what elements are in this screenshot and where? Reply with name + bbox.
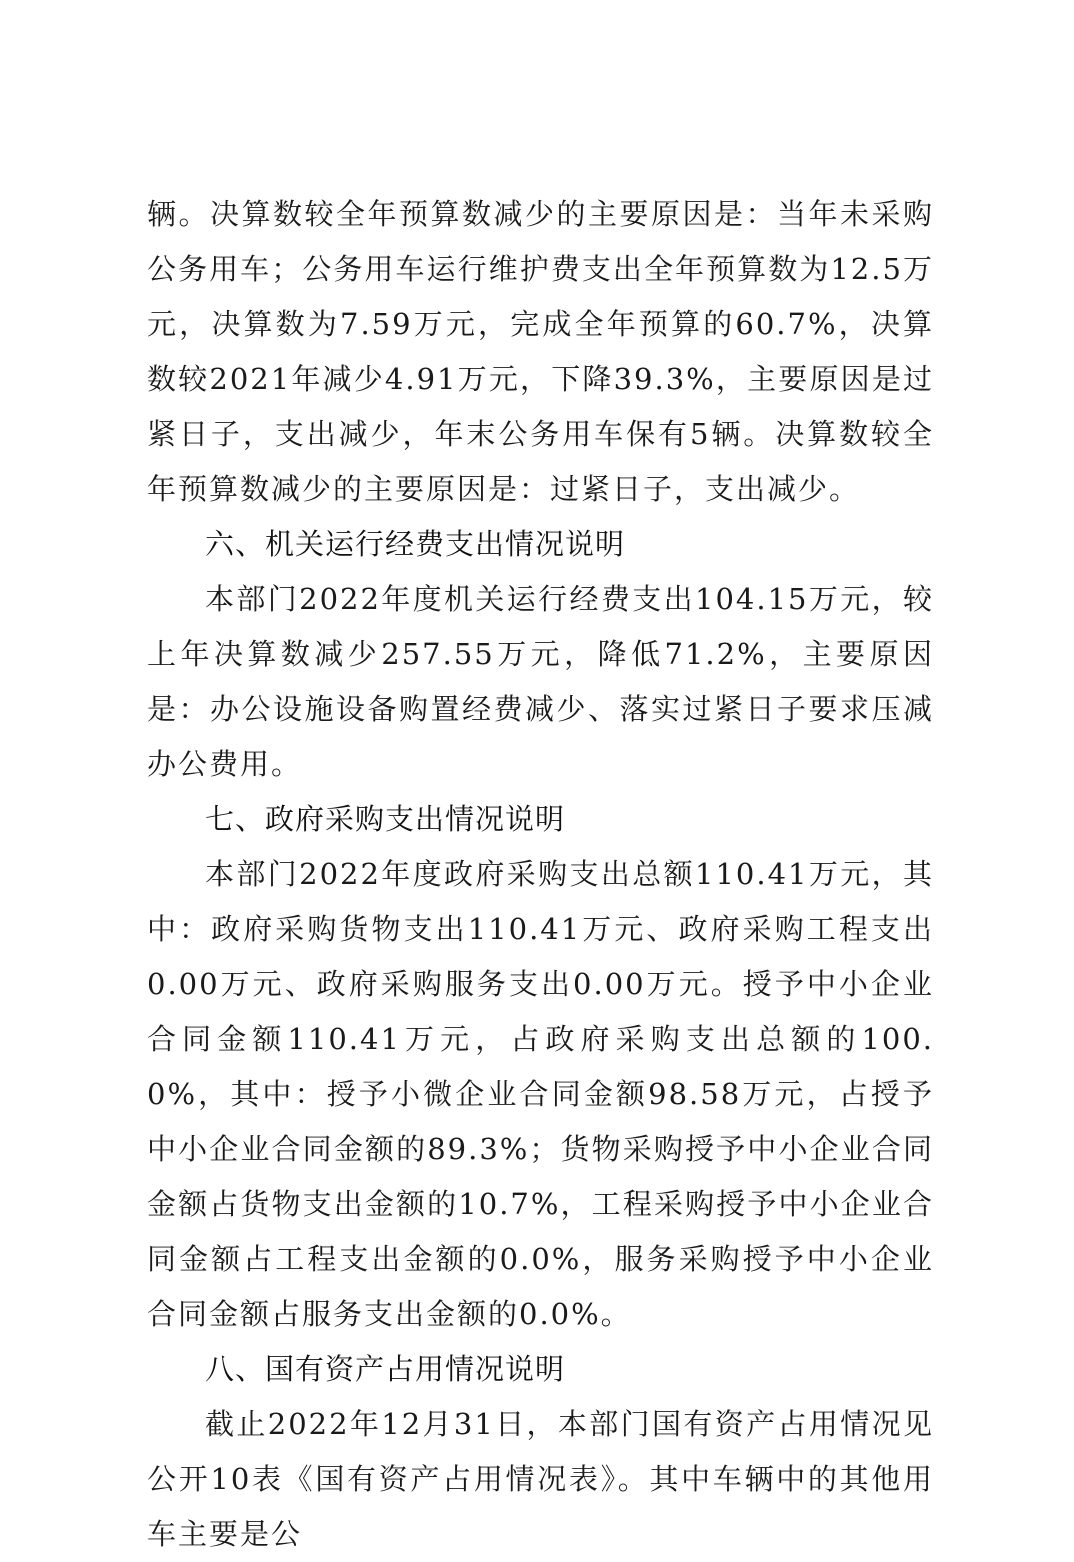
document-body: [147, 187, 934, 1562]
section-heading-government-procurement: 七、政府采购支出情况说明: [205, 802, 566, 836]
paragraph-operating-expenses: 本部门2022年度机关运行经费支出104.15万元，较上年决算数减少257.55万元，降低71.2%，主要原因是：办公设施设备购置经费减少、落实过紧日子要求压减办公费用。: [147, 582, 934, 781]
section-heading-operating-expenses: 六、机关运行经费支出情况说明: [205, 527, 626, 561]
paragraph-state-assets: 截止2022年12月31日，本部门国有资产占用情况见公开10表《国有资产占用情况表》。其中车辆中的其他用车主要是公: [147, 1407, 934, 1551]
paragraph-vehicle-expenses: 辆。决算数较全年预算数减少的主要原因是：当年未采购公务用车；公务用车运行维护费支出全年预算数为12.5万元，决算数为7.59万元，完成全年预算的60.7%，决算数较2021年减少4.91万元，下降39.3%，主要原因是过紧日子，支出减少，年末公务用车保有5辆。决算数较全年预算数减少的主要原因是：过紧日子，支出减少。: [147, 197, 934, 506]
paragraph-government-procurement: 本部门2022年度政府采购支出总额110.41万元，其中：政府采购货物支出110.41万元、政府采购工程支出0.00万元、政府采购服务支出0.00万元。授予中小企业合同金额110.41万元，占政府采购支出总额的100.0%，其中：授予小微企业合同金额98.58万元，占授予中小企业合同金额的89.3%；货物采购授予中小企业合同金额占货物支出金额的10.7%，工程采购授予中小企业合同金额占工程支出金额的0.0%，服务采购授予中小企业合同金额占服务支出金额的0.0%。: [147, 857, 934, 1331]
section-heading-state-assets: 八、国有资产占用情况说明: [205, 1352, 566, 1386]
